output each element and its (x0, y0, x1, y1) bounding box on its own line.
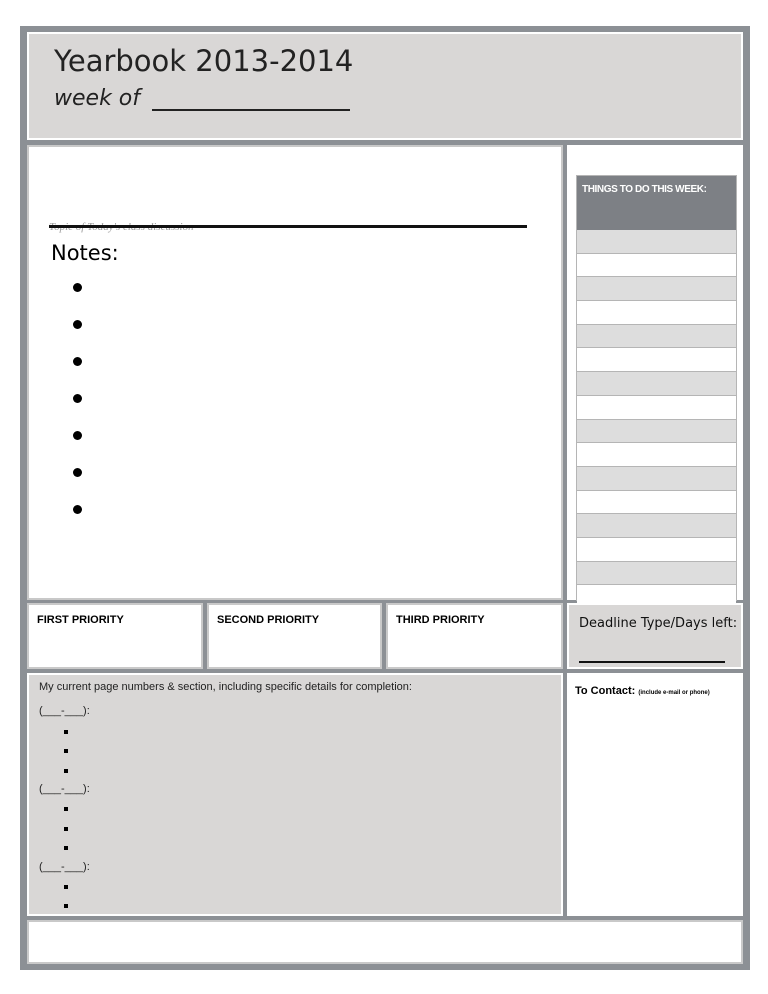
todo-row[interactable] (577, 301, 736, 325)
todo-panel (567, 145, 743, 600)
deadline-blank[interactable] (579, 661, 725, 663)
todo-row[interactable] (577, 325, 736, 349)
third-priority-label: THIRD PRIORITY (396, 614, 485, 626)
todo-row[interactable] (577, 254, 736, 278)
todo-row[interactable] (577, 538, 736, 562)
todo-heading: THINGS TO DO THIS WEEK: (577, 176, 736, 230)
page-numbers-title: My current page numbers & section, including specific details for completion: (39, 681, 412, 693)
second-priority-label: SECOND PRIORITY (217, 614, 320, 626)
notes-panel (27, 145, 563, 600)
bullet-icon (73, 468, 82, 477)
topic-underline (49, 225, 527, 228)
todo-row[interactable] (577, 348, 736, 372)
square-bullet-icon (64, 769, 68, 773)
page-range-2[interactable]: (___-___): (39, 783, 90, 795)
contact-label (575, 685, 710, 697)
page-range-1[interactable]: (___-___): (39, 705, 90, 717)
square-bullet-icon (64, 904, 68, 908)
bullet-icon (73, 431, 82, 440)
week-of-label: week of (54, 86, 141, 111)
bullet-icon (73, 357, 82, 366)
square-bullet-icon (64, 749, 68, 753)
todo-table (576, 175, 737, 601)
deadline-label: Deadline Type/Days left: (579, 616, 738, 631)
header-panel (27, 32, 743, 140)
square-bullet-icon (64, 846, 68, 850)
square-bullet-icon (64, 827, 68, 831)
todo-row[interactable] (577, 443, 736, 467)
contact-panel[interactable] (567, 673, 743, 916)
notes-label: Notes: (51, 241, 119, 265)
week-of-field (54, 86, 350, 111)
todo-row[interactable] (577, 230, 736, 254)
bullet-icon (73, 394, 82, 403)
page-title: Yearbook 2013-2014 (54, 44, 354, 78)
page-range-3[interactable]: (___-___): (39, 861, 90, 873)
square-bullet-icon (64, 730, 68, 734)
bullet-icon (73, 320, 82, 329)
todo-row[interactable] (577, 420, 736, 444)
week-of-blank[interactable] (152, 87, 350, 111)
todo-row[interactable] (577, 514, 736, 538)
first-priority-label: FIRST PRIORITY (37, 614, 124, 626)
deadline-box (567, 603, 743, 669)
second-priority-box[interactable] (207, 603, 382, 669)
contact-label-text: To Contact: (575, 685, 636, 697)
bullet-icon (73, 505, 82, 514)
todo-row[interactable] (577, 277, 736, 301)
page-numbers-panel (27, 673, 563, 916)
todo-row[interactable] (577, 372, 736, 396)
first-priority-box[interactable] (27, 603, 203, 669)
square-bullet-icon (64, 885, 68, 889)
third-priority-box[interactable] (386, 603, 563, 669)
todo-row[interactable] (577, 491, 736, 515)
footer-box[interactable] (27, 920, 743, 964)
todo-row[interactable] (577, 562, 736, 586)
todo-row[interactable] (577, 467, 736, 491)
contact-note: (include e-mail or phone) (638, 690, 710, 696)
bullet-icon (73, 283, 82, 292)
square-bullet-icon (64, 807, 68, 811)
todo-row[interactable] (577, 396, 736, 420)
